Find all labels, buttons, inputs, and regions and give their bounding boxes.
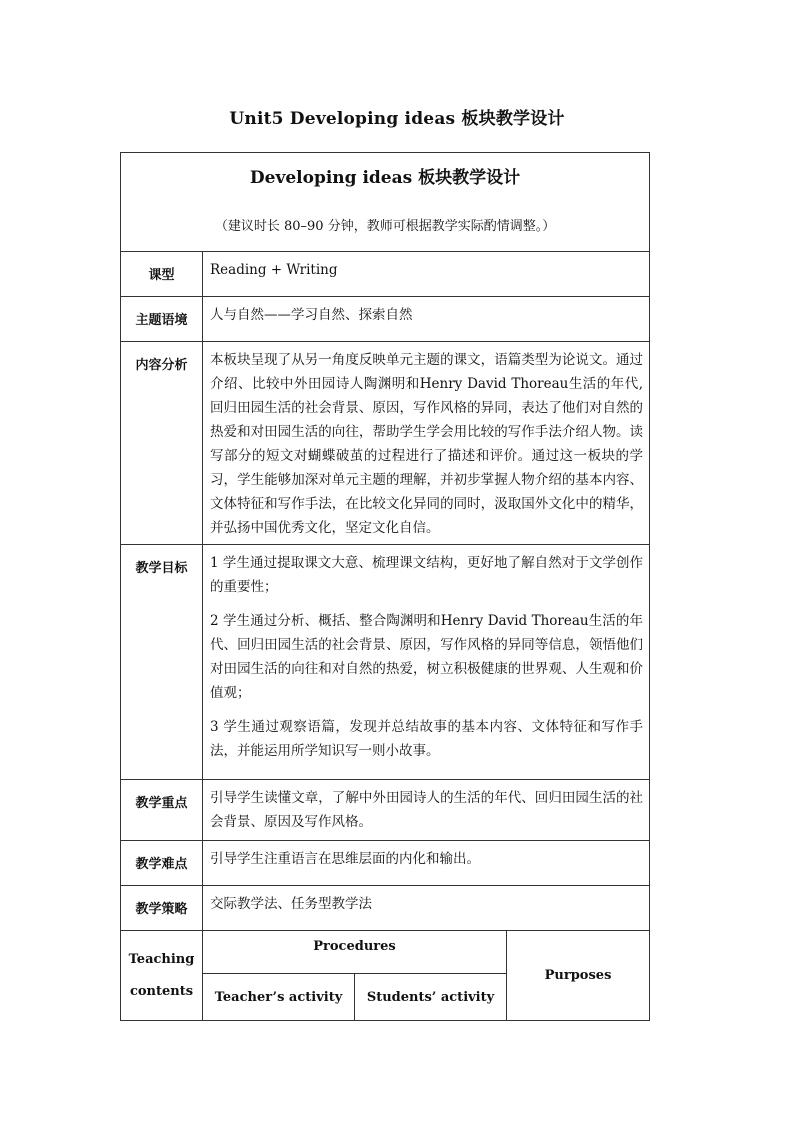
- procedures-label: Procedures: [203, 931, 507, 974]
- table-row: [121, 886, 650, 931]
- table-row: [121, 545, 650, 780]
- objective-2: 2 学生通过分析、概括、整合陶渊明和Henry David Thoreau生活的年代、回归田园生活的社会背景、原因，写作风格的异同等信息，领悟他们对田园生活的向往和对自然的热爱，树立积极健康的世界观、人生观和价值观；: [210, 613, 644, 701]
- row-value-difficult-points: 引导学生注重语言在思维层面的内化和输出。: [203, 841, 650, 886]
- row-label-teaching-objectives: 教学目标: [121, 545, 203, 780]
- table-row: [121, 342, 650, 545]
- row-label-content-analysis: 内容分析: [121, 342, 203, 545]
- table-row: [121, 841, 650, 886]
- row-label-difficult-points: 教学难点: [121, 841, 203, 886]
- objective-1: 1 学生通过提取课文大意、梳理课文结构，更好地了解自然对于文学创作的重要性；: [210, 555, 644, 595]
- purposes-label: Purposes: [507, 931, 650, 1021]
- teacher-activity-label: Teacher’s activity: [203, 974, 355, 1021]
- table-row: [121, 780, 650, 841]
- objective-3: 3 学生通过观察语篇，发现并总结故事的基本内容、文体特征和写作手法，并能运用所学知识写一则小故事。: [210, 719, 644, 759]
- row-label-lesson-type: 课型: [121, 252, 203, 297]
- row-label-teaching-strategy: 教学策略: [121, 886, 203, 931]
- duration-note: （建议时长 80–90 分钟，教师可根据教学实际酌情调整。）: [214, 219, 556, 234]
- row-value-content-analysis: 本板块呈现了从另一角度反映单元主题的课文，语篇类型为论说文。通过介绍、比较中外田园诗人陶渊明和Henry David Thoreau生活的年代,回归田园生活的社会背景、原因，写作风格的异同，表达了他们对自然的热爱和对田园生活的向往，帮助学生学会用比较的写作手法介绍人物。读写部分的短文对蝴蝶破茧的过程进行了描述和评价。通过这一板块的学习，学生能够加深对单元主题的理解，并初步掌握人物介绍的基本内容、文体特征和写作手法，在比较文化异同的同时，汲取国外文化中的精华，并弘扬中国优秀文化，坚定文化自信。: [203, 342, 650, 545]
- row-value-teaching-objectives: [203, 545, 650, 780]
- students-activity-label: Students’ activity: [355, 974, 507, 1021]
- table-header-row: [121, 153, 650, 252]
- document-title: Unit5 Developing ideas 板块教学设计: [229, 109, 565, 129]
- lesson-plan-table: [120, 152, 650, 1021]
- table-row: [121, 252, 650, 297]
- row-value-teaching-strategy: 交际教学法、任务型教学法: [203, 886, 650, 931]
- teaching-contents-label: Teaching contents: [121, 931, 203, 1021]
- row-value-theme-context: 人与自然——学习自然、探索自然: [203, 297, 650, 342]
- procedures-header-row: [121, 931, 650, 974]
- table-header-cell: [121, 153, 650, 252]
- table-row: [121, 297, 650, 342]
- row-label-theme-context: 主题语境: [121, 297, 203, 342]
- row-value-key-points: 引导学生读懂文章，了解中外田园诗人的生活的年代、回归田园生活的社会背景、原因及写作风格。: [203, 780, 650, 841]
- row-label-key-points: 教学重点: [121, 780, 203, 841]
- section-title: Developing ideas 板块教学设计: [249, 168, 521, 188]
- row-value-lesson-type: Reading + Writing: [203, 252, 650, 297]
